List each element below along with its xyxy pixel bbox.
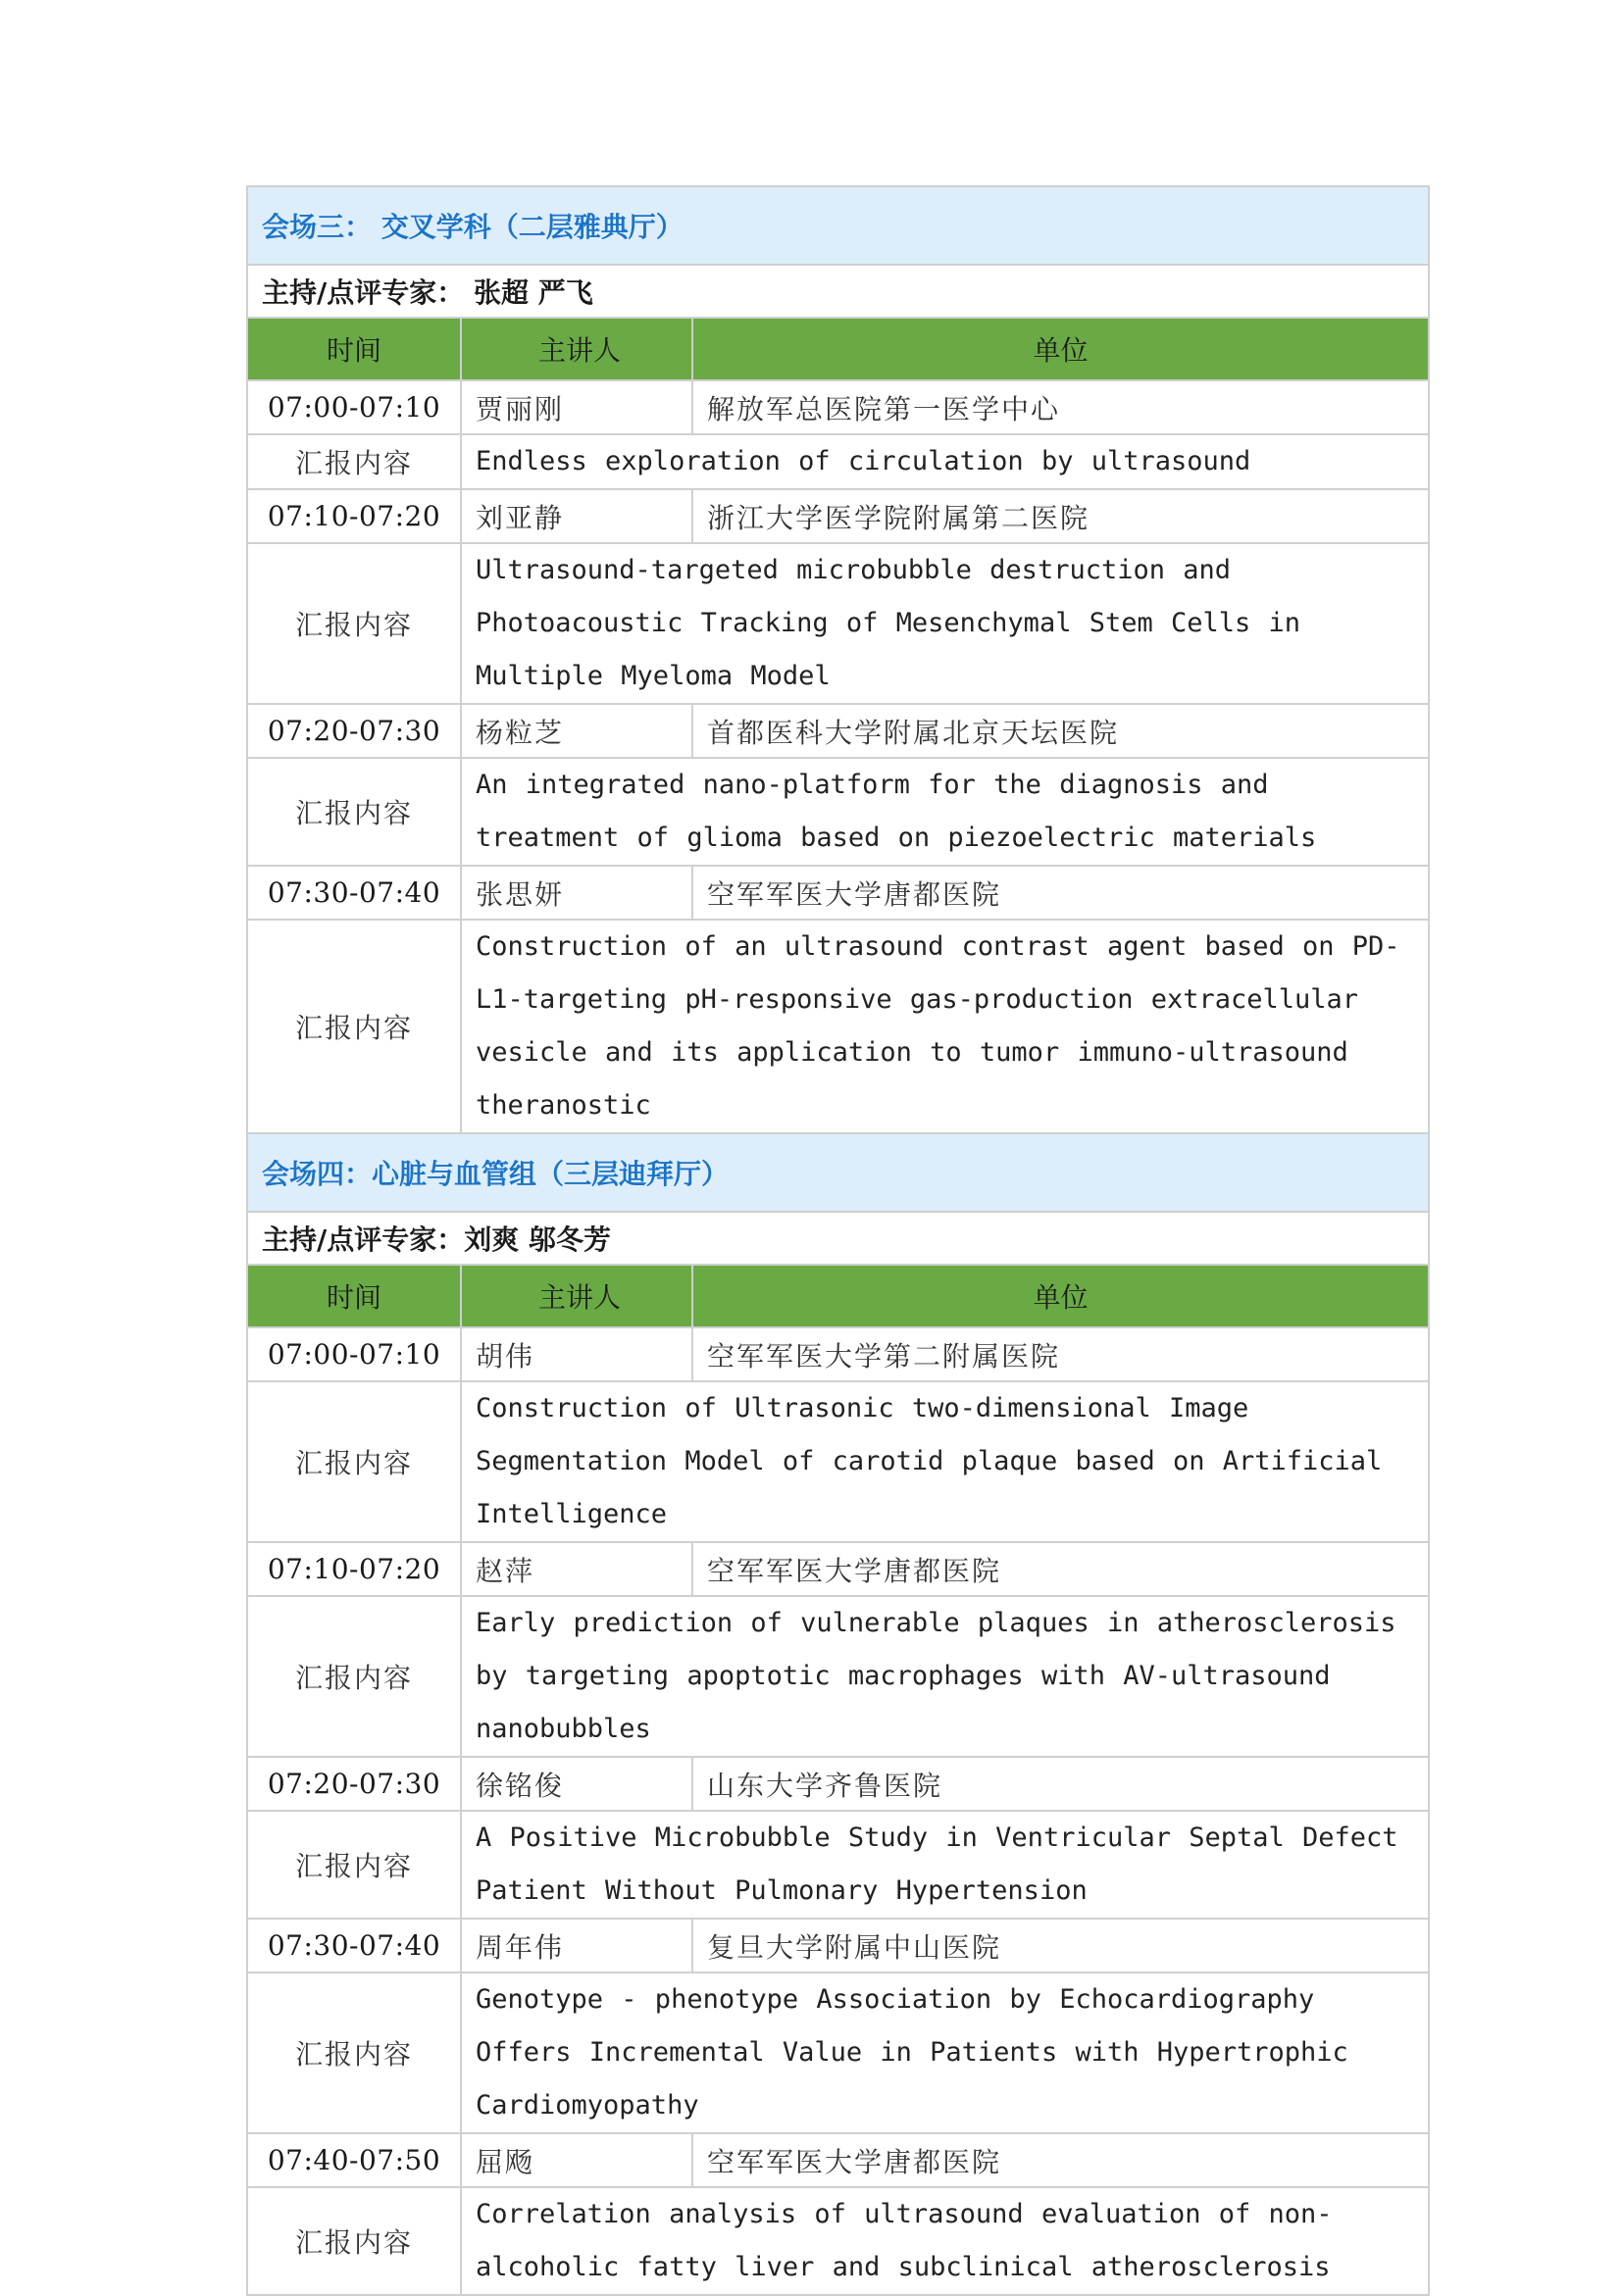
talk-time: 07:30-07:40 (247, 866, 461, 920)
talk-unit: 空军军医大学唐都医院 (692, 866, 1429, 920)
talk-unit: 复旦大学附属中山医院 (692, 1919, 1429, 1972)
venue-title: 会场三： 交叉学科（二层雅典厅） (247, 186, 1429, 265)
talk-unit: 首都医科大学附属北京天坛医院 (692, 704, 1429, 758)
table-row (247, 920, 1429, 1133)
report-content: Correlation analysis of ultrasound evaluation of non-alcoholic fatty liver and subclinical atherosclerosis (461, 2187, 1429, 2295)
table-row (247, 1381, 1429, 1542)
table-row (247, 1596, 1429, 1757)
report-content: Endless exploration of circulation by ultrasound (461, 434, 1429, 489)
table-row (247, 1757, 1429, 1811)
talk-unit: 空军军医大学唐都医院 (692, 1542, 1429, 1596)
col-header-unit: 单位 (692, 1265, 1429, 1327)
col-header-time: 时间 (247, 318, 461, 380)
talk-time: 07:20-07:30 (247, 704, 461, 758)
venue-row (247, 1133, 1429, 1212)
report-label: 汇报内容 (247, 1811, 461, 1919)
talk-speaker: 赵萍 (461, 1542, 692, 1596)
table-row (247, 1811, 1429, 1919)
host-experts: 主持/点评专家： 张超 严飞 (247, 265, 1429, 318)
report-content: Construction of an ultrasound contrast agent based on PD-L1-targeting pH-responsive gas-production extracellular vesicle and its application to tumor immuno-ultrasound theranostic (461, 920, 1429, 1133)
report-label: 汇报内容 (247, 1381, 461, 1542)
table-row (247, 866, 1429, 920)
table-row (247, 704, 1429, 758)
talk-unit: 山东大学齐鲁医院 (692, 1757, 1429, 1811)
table-row (247, 2187, 1429, 2295)
talk-speaker: 杨粒芝 (461, 704, 692, 758)
col-header-speaker: 主讲人 (461, 318, 692, 380)
table-row (247, 1327, 1429, 1381)
report-label: 汇报内容 (247, 2187, 461, 2295)
report-label: 汇报内容 (247, 1596, 461, 1757)
talk-speaker: 张思妍 (461, 866, 692, 920)
talk-unit: 浙江大学医学院附属第二医院 (692, 489, 1429, 543)
talk-unit: 空军军医大学第二附属医院 (692, 1327, 1429, 1381)
talk-speaker: 刘亚静 (461, 489, 692, 543)
report-label: 汇报内容 (247, 434, 461, 489)
talk-time: 07:30-07:40 (247, 1919, 461, 1972)
col-header-unit: 单位 (692, 318, 1429, 380)
talk-time: 07:10-07:20 (247, 489, 461, 543)
venue-row (247, 186, 1429, 265)
talk-time: 07:00-07:10 (247, 380, 461, 434)
table-row (247, 489, 1429, 543)
venue-title: 会场四：心脏与血管组（三层迪拜厅） (247, 1133, 1429, 1212)
table-row (247, 1542, 1429, 1596)
talk-speaker: 胡伟 (461, 1327, 692, 1381)
table-row (247, 1972, 1429, 2133)
table-row (247, 543, 1429, 704)
report-content: Genotype - phenotype Association by Echocardiography Offers Incremental Value in Patients with Hypertrophic Cardiomyopathy (461, 1972, 1429, 2133)
table-header (247, 1265, 1429, 1327)
report-content: A Positive Microbubble Study in Ventricular Septal Defect Patient Without Pulmonary Hypertension (461, 1811, 1429, 1919)
schedule-page (246, 185, 1428, 2296)
report-content: Construction of Ultrasonic two-dimensional Image Segmentation Model of carotid plaque based on Artificial Intelligence (461, 1381, 1429, 1542)
report-content: Early prediction of vulnerable plaques in atherosclerosis by targeting apoptotic macrophages with AV-ultrasound nanobubbles (461, 1596, 1429, 1757)
table-row (247, 2133, 1429, 2187)
report-label: 汇报内容 (247, 758, 461, 866)
talk-speaker: 徐铭俊 (461, 1757, 692, 1811)
talk-time: 07:00-07:10 (247, 1327, 461, 1381)
talk-time: 07:20-07:30 (247, 1757, 461, 1811)
talk-time: 07:10-07:20 (247, 1542, 461, 1596)
table-row (247, 434, 1429, 489)
talk-time: 07:40-07:50 (247, 2133, 461, 2187)
host-experts: 主持/点评专家：刘爽 邬冬芳 (247, 1212, 1429, 1265)
report-label: 汇报内容 (247, 543, 461, 704)
schedule-table (246, 185, 1430, 2296)
table-row (247, 758, 1429, 866)
talk-speaker: 贾丽刚 (461, 380, 692, 434)
report-content: An integrated nano-platform for the diagnosis and treatment of glioma based on piezoelectric materials (461, 758, 1429, 866)
table-header (247, 318, 1429, 380)
table-row (247, 1919, 1429, 1972)
talk-unit: 空军军医大学唐都医院 (692, 2133, 1429, 2187)
col-header-speaker: 主讲人 (461, 1265, 692, 1327)
table-row (247, 380, 1429, 434)
report-content: Ultrasound-targeted microbubble destruction and Photoacoustic Tracking of Mesenchymal Stem Cells in Multiple Myeloma Model (461, 543, 1429, 704)
talk-speaker: 周年伟 (461, 1919, 692, 1972)
host-row (247, 1212, 1429, 1265)
talk-unit: 解放军总医院第一医学中心 (692, 380, 1429, 434)
col-header-time: 时间 (247, 1265, 461, 1327)
report-label: 汇报内容 (247, 920, 461, 1133)
host-row (247, 265, 1429, 318)
talk-speaker: 屈飏 (461, 2133, 692, 2187)
report-label: 汇报内容 (247, 1972, 461, 2133)
